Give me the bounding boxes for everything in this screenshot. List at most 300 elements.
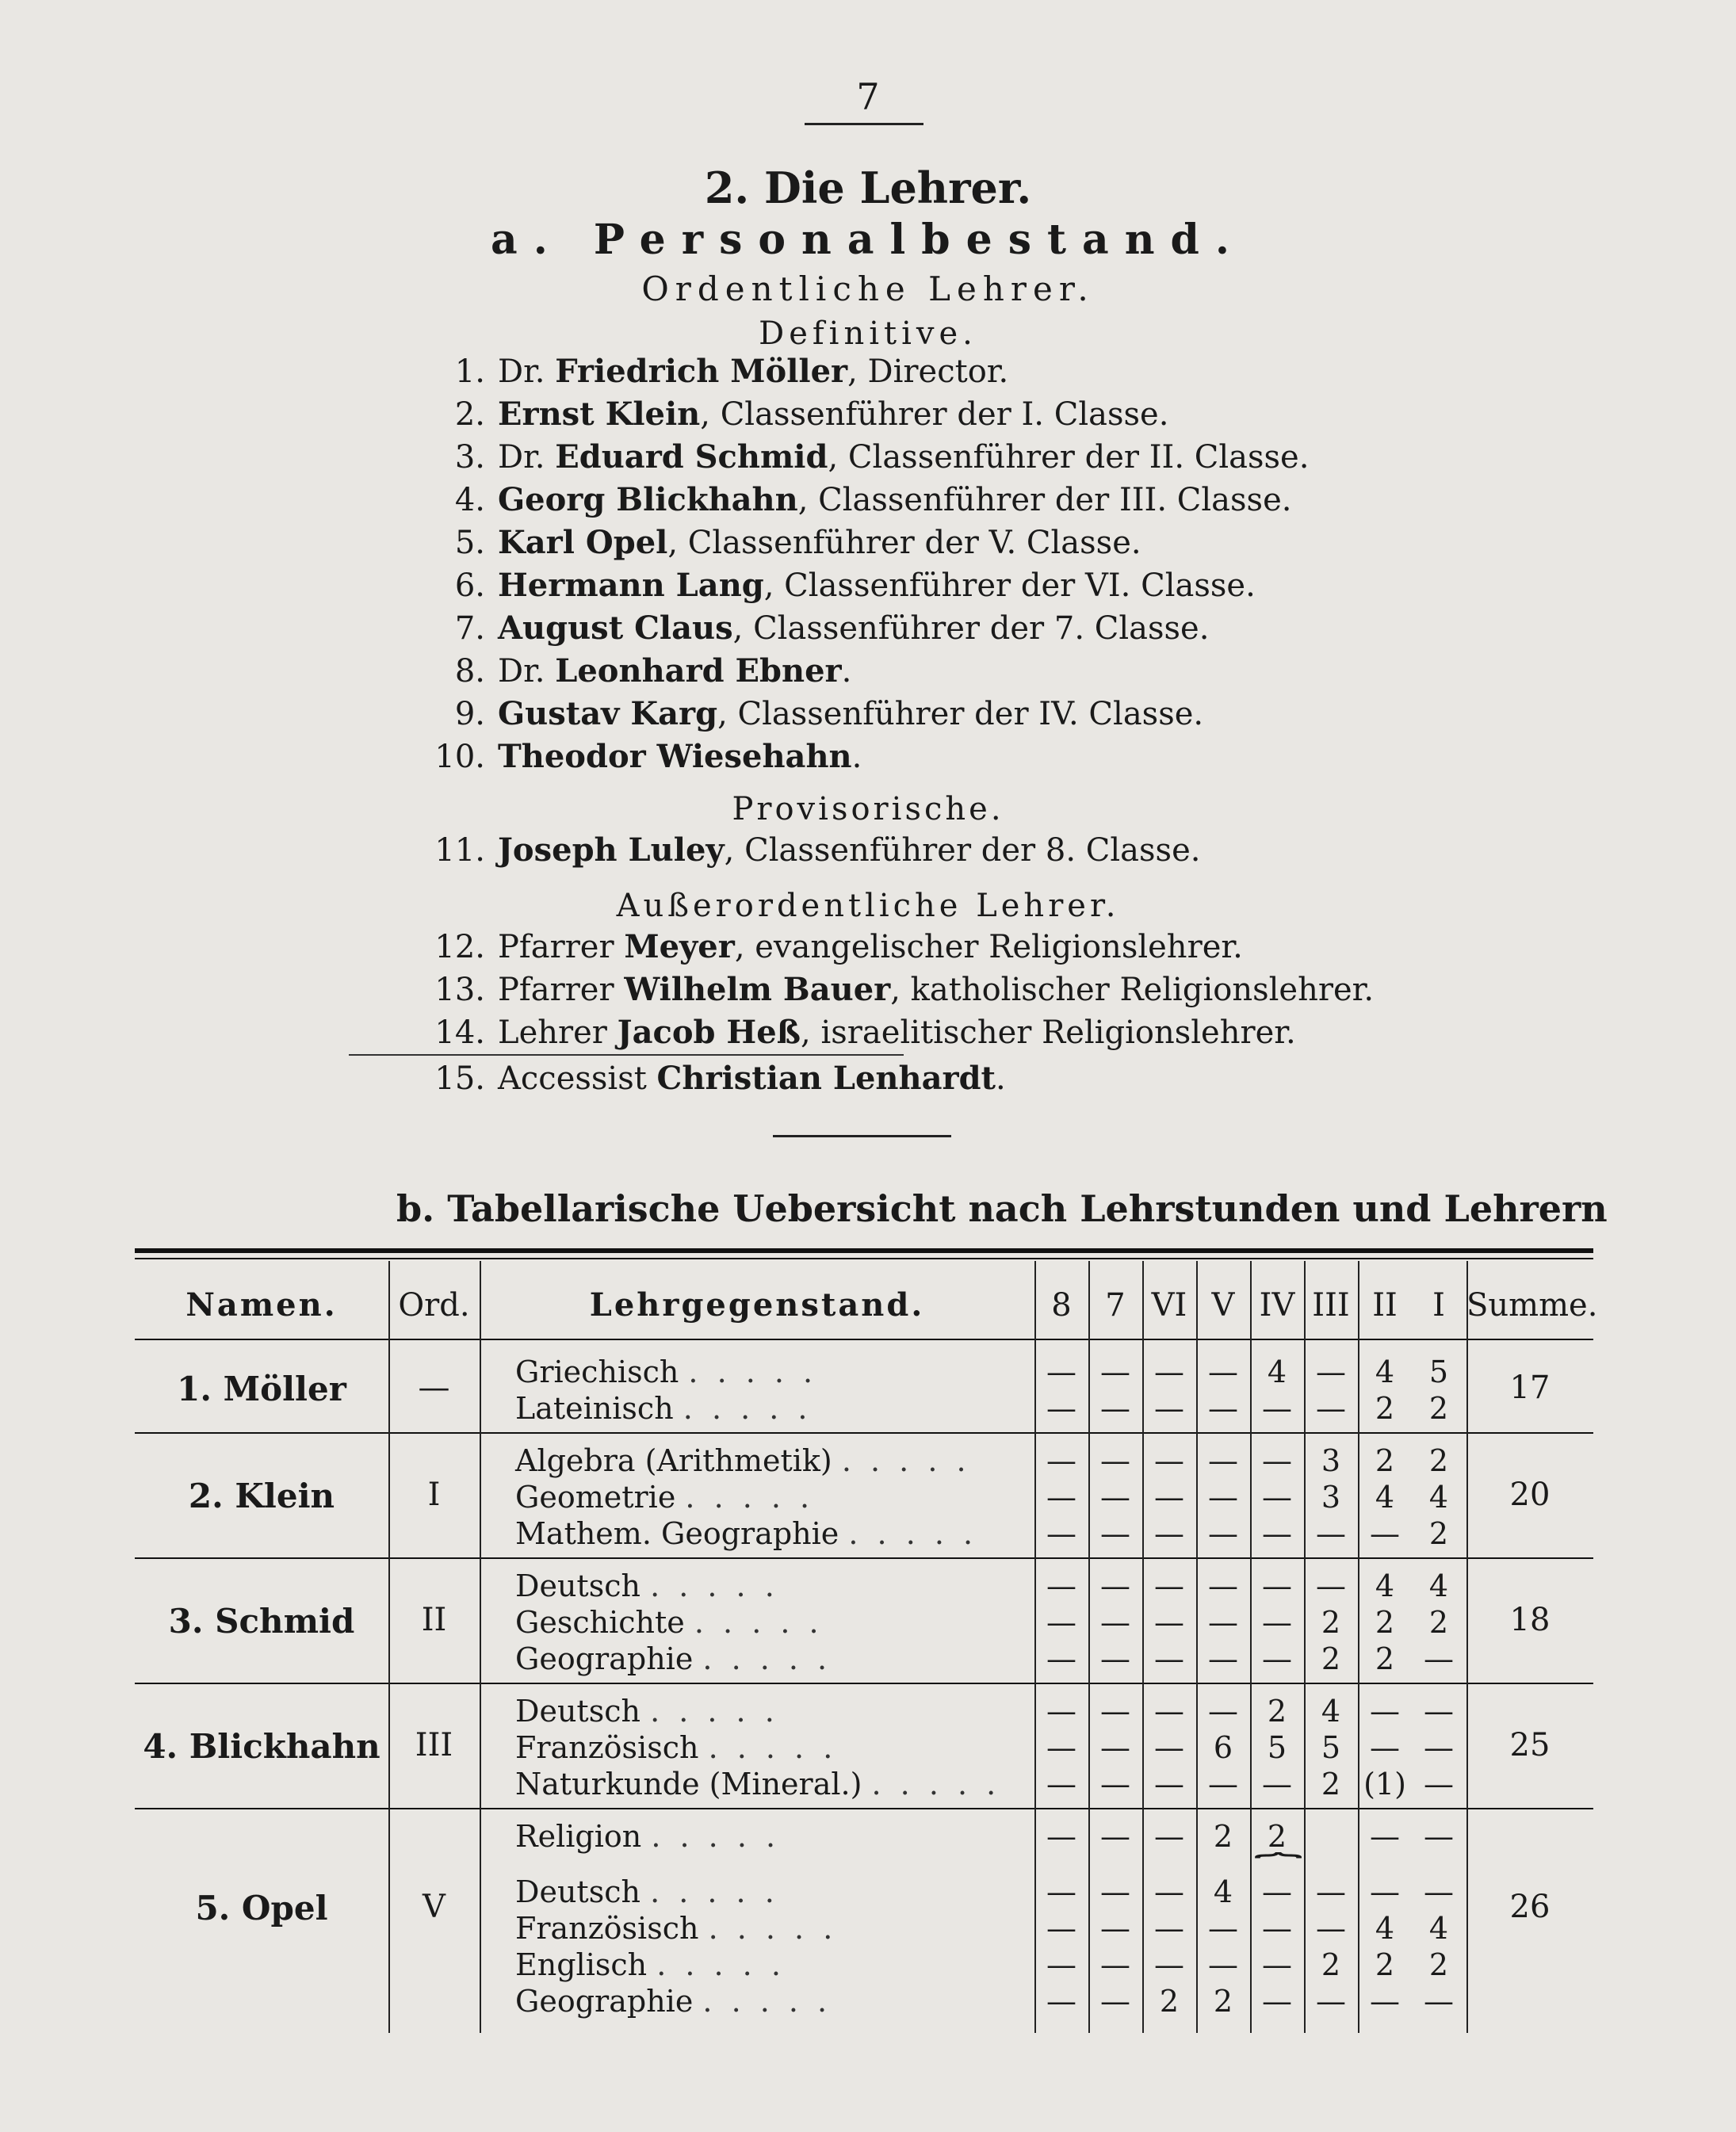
subject-name: Französisch — [515, 1911, 699, 1946]
teacher-number: 7. — [454, 610, 485, 647]
teacher-entry — [412, 693, 1601, 736]
hours-cell: — — [1316, 1516, 1346, 1551]
hours-cell: 2 — [1428, 1605, 1449, 1640]
header-names: Namen. — [185, 1286, 338, 1324]
teacher-entry — [412, 926, 1601, 969]
hours-cell: 3 — [1321, 1443, 1341, 1478]
subject-name: Geschichte — [515, 1605, 685, 1640]
hours-cell: — — [1262, 1984, 1292, 2019]
teacher-number: 3. — [454, 439, 485, 476]
hours-cell: — — [1316, 1911, 1346, 1946]
hours-cell: 2 — [1321, 1767, 1341, 1802]
hours-cell: 2 — [1375, 1443, 1395, 1478]
subject-name: Mathem. Geographie — [515, 1516, 839, 1551]
teacher-role: , Classenführer der V. Classe. — [667, 525, 1141, 561]
teacher-title: Pfarrer — [498, 972, 614, 1008]
hours-cell: 2 — [1375, 1947, 1395, 1982]
teacher-number: 12. — [434, 929, 485, 965]
hours-cell: — — [1100, 1443, 1130, 1478]
hours-cell: — — [1208, 1568, 1238, 1603]
header-class-v: V — [1211, 1287, 1235, 1324]
table-top-rule — [135, 1248, 1593, 1253]
header-class-7: 7 — [1105, 1287, 1126, 1324]
hours-cell: — — [1208, 1443, 1238, 1478]
subject-name: Deutsch — [515, 1694, 640, 1729]
hours-cell: — — [1208, 1947, 1238, 1982]
hours-cell: — — [1100, 1767, 1130, 1802]
hours-cell: — — [1154, 1874, 1184, 1909]
teacher-role: , Classenführer der III. Classe. — [797, 482, 1292, 518]
hours-cell: — — [1046, 1480, 1076, 1515]
teacher-name: Leonhard Ebner — [555, 652, 842, 690]
hours-cell: — — [1100, 1694, 1130, 1729]
sum-cell: 17 — [1509, 1370, 1551, 1406]
subject-row — [515, 1730, 1007, 1765]
leader-dots: . . . . . — [694, 1605, 824, 1640]
teacher-entry — [412, 1011, 1601, 1054]
teacher-role: , israelitischer Religionslehrer. — [801, 1014, 1296, 1051]
teacher-entry — [412, 829, 1601, 872]
sum-cell: 18 — [1509, 1602, 1551, 1638]
hours-cell: — — [1208, 1694, 1238, 1729]
subject-name: Englisch — [515, 1947, 648, 1982]
subject-name: Griechisch — [515, 1354, 679, 1389]
hours-cell: — — [1046, 1984, 1076, 2019]
subject-row — [515, 1568, 1007, 1603]
hours-cell: 5 — [1428, 1354, 1449, 1389]
subject-row — [515, 1984, 1007, 2019]
hours-cell: — — [1046, 1767, 1076, 1802]
teacher-number: 6. — [454, 567, 485, 604]
column-rule — [1358, 1261, 1359, 2033]
hours-cell: — — [1100, 1947, 1130, 1982]
hours-cell: — — [1046, 1391, 1076, 1426]
hours-cell: — — [1316, 1984, 1346, 2019]
teacher-name: Ernst Klein — [498, 395, 701, 433]
hours-cell: 2 — [1428, 1391, 1449, 1426]
definitive-teacher-list — [412, 350, 1601, 778]
leader-dots: . . . . . — [702, 1641, 832, 1676]
hours-cell: 5 — [1267, 1730, 1287, 1765]
row-group-rule — [135, 1683, 1593, 1684]
hours-cell: — — [1100, 1984, 1130, 2019]
hours-cell: — — [1424, 1641, 1454, 1676]
hours-cell: 2 — [1428, 1443, 1449, 1478]
teacher-title: Accessist — [498, 1060, 647, 1097]
sum-cell: 26 — [1509, 1889, 1551, 1925]
hours-cell: 2 — [1428, 1516, 1449, 1551]
hours-cell: — — [1046, 1874, 1076, 1909]
header-subject: Lehrgegenstand. — [589, 1286, 925, 1324]
header-class-iv: IV — [1259, 1287, 1295, 1324]
hours-cell: — — [1262, 1443, 1292, 1478]
teacher-title: Pfarrer — [498, 929, 614, 965]
teacher-number: 10. — [434, 739, 485, 775]
leader-dots: . . . . . — [688, 1354, 818, 1389]
brace-mark: ⏞ — [1254, 1852, 1303, 1884]
leader-dots: . . . . . — [841, 1443, 971, 1478]
hours-cell: — — [1370, 1984, 1400, 2019]
hours-cell: — — [1046, 1605, 1076, 1640]
teacher-number: 4. — [454, 482, 485, 518]
subject-name: Geographie — [515, 1641, 694, 1676]
section-divider — [773, 1135, 951, 1137]
header-class-vi: VI — [1151, 1287, 1187, 1324]
hours-cell: — — [1208, 1516, 1238, 1551]
hours-cell: — — [1154, 1641, 1184, 1676]
teacher-role: , Director. — [847, 353, 1009, 390]
teacher-role: , Classenführer der VI. Classe. — [763, 567, 1256, 604]
teacher-name: Friedrich Möller — [555, 353, 848, 390]
page-number: 7 — [856, 75, 880, 118]
teacher-title: Dr. — [498, 353, 545, 390]
hours-cell: — — [1100, 1874, 1130, 1909]
teacher-entry — [412, 522, 1601, 564]
teacher-name: Georg Blickhahn — [498, 481, 798, 518]
subject-name: Geometrie — [515, 1480, 676, 1515]
column-rule — [1304, 1261, 1306, 2033]
subject-row — [515, 1391, 1007, 1426]
hours-cell: — — [1046, 1354, 1076, 1389]
hours-cell: — — [1100, 1605, 1130, 1640]
teacher-role: , katholischer Religionslehrer. — [890, 972, 1375, 1008]
teacher-role: , Classenführer der 8. Classe. — [724, 832, 1201, 869]
teacher-name: August Claus — [498, 609, 733, 647]
hours-cell: — — [1100, 1391, 1130, 1426]
hours-cell: — — [1262, 1605, 1292, 1640]
hours-cell: — — [1208, 1480, 1238, 1515]
subject-row — [515, 1911, 1007, 1946]
column-rule — [1196, 1261, 1198, 2033]
hours-cell: 2 — [1321, 1641, 1341, 1676]
column-rule — [1034, 1261, 1036, 2033]
teacher-role: , evangelischer Religionslehrer. — [734, 929, 1243, 965]
provisorische-heading: Provisorische. — [732, 791, 1004, 827]
hours-cell: 4 — [1321, 1694, 1341, 1729]
hours-cell: — — [1154, 1730, 1184, 1765]
hours-cell: 2 — [1428, 1947, 1449, 1982]
hours-cell: 4 — [1213, 1874, 1233, 1909]
leader-dots: . . . . . — [702, 1984, 832, 2019]
row-group-rule — [135, 1557, 1593, 1559]
teacher-number: 15. — [434, 1060, 485, 1097]
hours-cell: — — [1046, 1568, 1076, 1603]
hours-cell: 2 — [1159, 1984, 1180, 2019]
leader-dots: . . . . . — [650, 1568, 779, 1603]
hours-cell: — — [1100, 1480, 1130, 1515]
teacher-title: Lehrer — [498, 1014, 607, 1051]
teacher-name-cell: 3. Schmid — [168, 1602, 355, 1641]
subject-row — [515, 1605, 1007, 1640]
teacher-number: 9. — [454, 696, 485, 732]
subject-name: Deutsch — [515, 1874, 640, 1909]
hours-cell: — — [1424, 1694, 1454, 1729]
subject-name: Religion — [515, 1819, 642, 1854]
teacher-entry — [412, 969, 1601, 1011]
page-number-rule — [805, 123, 923, 125]
list-divider — [349, 1054, 904, 1056]
teacher-name-cell: 2. Klein — [188, 1477, 335, 1515]
hours-cell: — — [1154, 1480, 1184, 1515]
ord-cell: II — [421, 1602, 447, 1638]
teacher-role: . — [841, 653, 852, 690]
leader-dots: . . . . . — [683, 1391, 813, 1426]
hours-cell: — — [1316, 1354, 1346, 1389]
hours-cell: 2 — [1213, 1984, 1233, 2019]
ord-cell: V — [423, 1889, 445, 1925]
hours-cell: 4 — [1375, 1354, 1395, 1389]
teacher-entry — [412, 1057, 1601, 1100]
hours-cell: 4 — [1428, 1480, 1449, 1515]
teacher-entry — [412, 393, 1601, 436]
teacher-number: 5. — [454, 525, 485, 561]
hours-cell: — — [1424, 1730, 1454, 1765]
hours-cell: — — [1154, 1947, 1184, 1982]
accessist-teacher-list — [412, 1057, 1601, 1100]
hours-cell: — — [1262, 1480, 1292, 1515]
teacher-name-cell: 1. Möller — [177, 1370, 346, 1408]
teacher-name: Joseph Luley — [498, 831, 725, 869]
hours-cell: 6 — [1213, 1730, 1233, 1765]
hours-cell: — — [1208, 1391, 1238, 1426]
hours-cell: — — [1208, 1605, 1238, 1640]
ausserordentliche-teacher-list — [412, 926, 1601, 1054]
teacher-name: Karl Opel — [498, 524, 668, 561]
hours-cell: — — [1370, 1730, 1400, 1765]
hours-cell: — — [1100, 1354, 1130, 1389]
ausserordentliche-heading: Außerordentliche Lehrer. — [616, 888, 1120, 924]
teacher-role: , Classenführer der 7. Classe. — [732, 610, 1210, 647]
teacher-entry — [412, 479, 1601, 522]
hours-cell: 2 — [1267, 1694, 1287, 1729]
leader-dots: . . . . . — [708, 1730, 838, 1765]
teacher-entry — [412, 736, 1601, 778]
table-title: b. Tabellarische Uebersicht nach Lehrstunden und Lehrern — [396, 1187, 1608, 1230]
hours-cell: 5 — [1321, 1730, 1341, 1765]
teacher-name: Jacob Heß — [617, 1014, 801, 1051]
hours-cell: — — [1262, 1391, 1292, 1426]
subject-name: Algebra (Arithmetik) — [515, 1443, 832, 1478]
header-bottom-rule — [135, 1339, 1593, 1340]
hours-cell: — — [1046, 1443, 1076, 1478]
header-ord: Ord. — [398, 1287, 470, 1324]
hours-cell: — — [1262, 1874, 1292, 1909]
hours-cell: — — [1154, 1767, 1184, 1802]
hours-cell: — — [1154, 1605, 1184, 1640]
hours-cell: 2 — [1321, 1947, 1341, 1982]
hours-cell: — — [1154, 1694, 1184, 1729]
hours-cell: 2 — [1267, 1819, 1287, 1854]
provisorische-teacher-list — [412, 829, 1601, 872]
hours-cell: — — [1100, 1641, 1130, 1676]
leader-dots: . . . . . — [685, 1480, 815, 1515]
row-group-rule — [135, 1432, 1593, 1434]
teacher-name: Hermann Lang — [498, 567, 764, 604]
hours-cell: — — [1316, 1874, 1346, 1909]
header-class-iii: III — [1312, 1287, 1350, 1324]
leader-dots: . . . . . — [871, 1767, 1001, 1802]
subject-row — [515, 1354, 1007, 1389]
teacher-name-cell: 5. Opel — [195, 1889, 328, 1928]
subject-row — [515, 1819, 1007, 1854]
row-group-rule — [135, 1808, 1593, 1809]
hours-cell: — — [1154, 1354, 1184, 1389]
sum-column-rule — [1466, 1261, 1468, 2033]
teacher-entry — [412, 607, 1601, 650]
sum-cell: 25 — [1509, 1727, 1551, 1763]
hours-cell: — — [1262, 1641, 1292, 1676]
hours-cell: — — [1370, 1819, 1400, 1854]
hours-cell: 4 — [1375, 1911, 1395, 1946]
leader-dots: . . . . . — [848, 1516, 978, 1551]
hours-cell: — — [1154, 1516, 1184, 1551]
teacher-title: Dr. — [498, 439, 545, 476]
column-rule — [388, 1261, 390, 2033]
subject-row — [515, 1516, 1007, 1551]
hours-cell: 2 — [1375, 1641, 1395, 1676]
hours-cell: — — [1154, 1911, 1184, 1946]
leader-dots: . . . . . — [708, 1911, 838, 1946]
hours-cell: — — [1262, 1568, 1292, 1603]
teacher-name: Theodor Wiesehahn — [498, 738, 852, 775]
table-top-rule-thin — [135, 1258, 1593, 1259]
hours-cell: — — [1208, 1911, 1238, 1946]
teacher-name: Eduard Schmid — [555, 438, 828, 476]
leader-dots: . . . . . — [650, 1874, 779, 1909]
hours-cell: — — [1046, 1819, 1076, 1854]
hours-cell: — — [1316, 1391, 1346, 1426]
hours-cell: — — [1046, 1516, 1076, 1551]
teacher-role: . — [996, 1060, 1006, 1097]
teacher-entry — [412, 350, 1601, 393]
hours-cell: — — [1370, 1694, 1400, 1729]
subsection-title: a. Personalbestand. — [491, 216, 1245, 264]
teacher-name: Meyer — [624, 928, 735, 965]
hours-cell: — — [1208, 1354, 1238, 1389]
leader-dots: . . . . . — [651, 1819, 781, 1854]
hours-cell: — — [1154, 1819, 1184, 1854]
hours-cell: — — [1424, 1984, 1454, 2019]
hours-cell: — — [1100, 1568, 1130, 1603]
subject-row — [515, 1694, 1007, 1729]
hours-cell: — — [1100, 1819, 1130, 1854]
sum-cell: 20 — [1509, 1477, 1551, 1513]
hours-cell: — — [1370, 1516, 1400, 1551]
hours-cell: — — [1370, 1874, 1400, 1909]
hours-cell: — — [1208, 1767, 1238, 1802]
hours-cell: — — [1262, 1911, 1292, 1946]
subject-row — [515, 1443, 1007, 1478]
teacher-number: 14. — [434, 1014, 485, 1051]
teacher-name-cell: 4. Blickhahn — [143, 1727, 380, 1766]
column-rule — [1250, 1261, 1252, 2033]
ord-cell: I — [427, 1477, 441, 1513]
teacher-entry — [412, 650, 1601, 693]
teacher-role: , Classenführer der I. Classe. — [700, 396, 1169, 433]
hours-cell: — — [1154, 1443, 1184, 1478]
hours-cell: — — [1424, 1767, 1454, 1802]
header-class-i: I — [1432, 1287, 1445, 1324]
hours-cell: — — [1154, 1568, 1184, 1603]
hours-cell: — — [1046, 1911, 1076, 1946]
hours-cell: 4 — [1375, 1568, 1395, 1603]
hours-cell: — — [1424, 1874, 1454, 1909]
hours-cell: — — [1208, 1641, 1238, 1676]
column-rule — [480, 1261, 481, 2033]
hours-cell: — — [1100, 1730, 1130, 1765]
hours-cell: 4 — [1267, 1354, 1287, 1389]
teacher-name: Wilhelm Bauer — [624, 971, 891, 1008]
teacher-number: 1. — [454, 353, 485, 390]
hours-cell: 2 — [1213, 1819, 1233, 1854]
hours-cell: — — [1262, 1947, 1292, 1982]
hours-cell: 2 — [1321, 1605, 1341, 1640]
hours-cell: (1) — [1363, 1767, 1406, 1802]
teacher-title: Dr. — [498, 653, 545, 690]
hours-cell: 2 — [1375, 1391, 1395, 1426]
subject-row — [515, 1874, 1007, 1909]
column-rule — [1088, 1261, 1090, 2033]
teacher-role: . — [851, 739, 862, 775]
subject-name: Französisch — [515, 1730, 699, 1765]
hours-cell: — — [1154, 1391, 1184, 1426]
hours-cell: — — [1100, 1516, 1130, 1551]
teacher-entry — [412, 564, 1601, 607]
subject-name: Lateinisch — [515, 1391, 674, 1426]
subject-row — [515, 1480, 1007, 1515]
hours-cell: 3 — [1321, 1480, 1341, 1515]
header-class-ii: II — [1372, 1287, 1398, 1324]
hours-cell: 2 — [1375, 1605, 1395, 1640]
subject-row — [515, 1947, 1007, 1982]
subject-row — [515, 1641, 1007, 1676]
teacher-role: , Classenführer der II. Classe. — [828, 439, 1310, 476]
hours-cell: 4 — [1428, 1911, 1449, 1946]
ordentliche-heading: Ordentliche Lehrer. — [641, 269, 1095, 308]
column-rule — [1142, 1261, 1144, 2033]
hours-cell: 4 — [1428, 1568, 1449, 1603]
hours-cell: — — [1046, 1641, 1076, 1676]
subject-name: Naturkunde (Mineral.) — [515, 1767, 862, 1802]
teacher-number: 13. — [434, 972, 485, 1008]
hours-cell: — — [1262, 1516, 1292, 1551]
subject-name: Geographie — [515, 1984, 694, 2019]
subject-row — [515, 1767, 1007, 1802]
hours-cell: 4 — [1375, 1480, 1395, 1515]
subject-name: Deutsch — [515, 1568, 640, 1603]
hours-cell: — — [1046, 1947, 1076, 1982]
teacher-entry — [412, 436, 1601, 479]
teacher-name: Christian Lenhardt — [656, 1060, 996, 1097]
hours-cell: — — [1046, 1694, 1076, 1729]
definitive-heading: Definitive. — [759, 315, 977, 352]
section-title: 2. Die Lehrer. — [704, 162, 1032, 213]
teacher-number: 8. — [454, 653, 485, 690]
leader-dots: . . . . . — [650, 1694, 779, 1729]
ord-cell: — — [418, 1370, 450, 1406]
teacher-number: 2. — [454, 396, 485, 433]
teacher-number: 11. — [434, 832, 485, 869]
ord-cell: III — [415, 1727, 453, 1763]
header-sum: Summe. — [1466, 1287, 1598, 1324]
hours-cell: — — [1316, 1568, 1346, 1603]
hours-cell: — — [1046, 1730, 1076, 1765]
hours-cell: — — [1100, 1911, 1130, 1946]
teacher-name: Gustav Karg — [498, 695, 718, 732]
hours-cell: — — [1424, 1819, 1454, 1854]
teacher-role: , Classenführer der IV. Classe. — [717, 696, 1204, 732]
leader-dots: . . . . . — [656, 1947, 786, 1982]
